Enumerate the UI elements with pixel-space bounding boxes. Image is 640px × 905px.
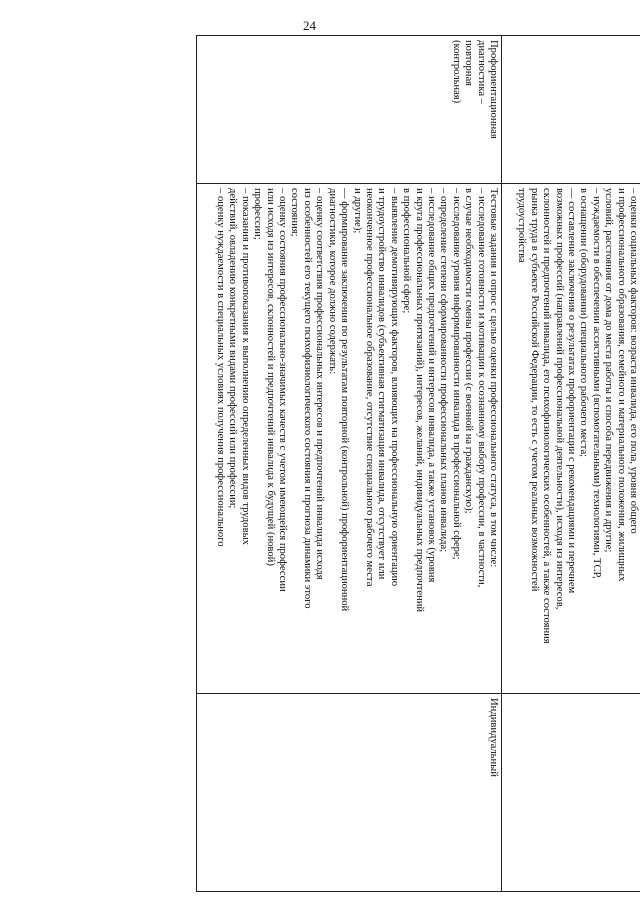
table-cell-format: Индивидуальный bbox=[197, 694, 502, 892]
text-line: склонностей и предпочтений инвалида, его психофизиологических особенностей, а также состояния bbox=[541, 188, 553, 644]
text-line: – выявление демотивирующих факторов, влияющих на профессиональную ориентацию bbox=[388, 188, 400, 587]
text-line: – исследование готовности и мотивации к осознанному выбору профессии, в частности, bbox=[475, 188, 487, 588]
text-line: и круга профессиональных притязаний), интересов, желаний, индивидуальных предпочтений bbox=[413, 188, 425, 613]
text-line: трудоустройства bbox=[516, 188, 528, 263]
text-line: действий, овладению конкретными видами профессий или профессии; bbox=[227, 188, 239, 509]
table-cell-service-content bbox=[197, 184, 502, 694]
text-line: – оценку нуждаемости в специальных условиях получения профессионального bbox=[215, 188, 227, 547]
page-number: 24 bbox=[303, 18, 316, 33]
text-line: рынка труда в субъекте Российской Федерации, то есть с учетом реальных возможностей bbox=[528, 188, 540, 592]
table-cell-service-name bbox=[502, 36, 640, 184]
text-line: в оснащении (оборудовании) специального рабочего места; bbox=[578, 188, 590, 458]
text-line: и другие); bbox=[351, 188, 363, 234]
text-line: – определение степени сформированности профессиональных планов инвалида; bbox=[438, 188, 450, 553]
text-line: – показания и противопоказания к выполнению определенных видов трудовых bbox=[239, 188, 251, 545]
text-line: – исследование общих предпочтений и интересов инвалида, а также установок (уровня bbox=[425, 188, 437, 583]
text-line: и профессионального образования, семейного и материального положения, жилищных bbox=[615, 188, 627, 582]
text-line: и трудоустройство инвалидов (субъективная стигматизация инвалида, отсутствует или bbox=[376, 188, 388, 580]
text-line: диагностика – bbox=[475, 40, 487, 104]
text-line: (контрольная) bbox=[450, 40, 462, 104]
text-line: – оценку состояния профессионально-значимых качеств с учетом имеющейся профессии bbox=[277, 188, 289, 592]
text-line: — формирование заключения по результатам повторной (контрольной) профориентационной bbox=[339, 188, 351, 612]
text-line: – исследование уровня информированности инвалида в профессиональной сфере; bbox=[450, 188, 462, 560]
table-row bbox=[197, 36, 502, 892]
text-line: из особенностей его текущего психофизиологического состояния и прогноза динамики этого bbox=[301, 188, 313, 609]
text-line: в случае необходимости смены профессии (с военной на гражданскую); bbox=[463, 188, 475, 514]
text-line: состояния; bbox=[289, 188, 301, 237]
text-line: – оценку соответствия профессиональных интересов и предпочтений инвалида исходя bbox=[314, 188, 326, 580]
text-line: профессии; bbox=[252, 188, 264, 240]
table-row bbox=[502, 36, 640, 892]
text-line: повторная bbox=[463, 40, 475, 87]
rehabilitation-table bbox=[196, 35, 640, 892]
text-line: – нуждаемости в обеспечении ассистивными (вспомогательными) технологиями, ТСР, bbox=[590, 188, 602, 579]
rotated-page-content bbox=[207, 35, 640, 891]
table-cell-format bbox=[502, 694, 640, 892]
text-line: Тестовые задания и опрос с целью оценки профессионального статуса, в том числе: bbox=[488, 188, 499, 568]
text-line: возможных профессий (направлений профессиональной деятельности), исходя из интересов, bbox=[553, 188, 565, 610]
text-line: – оценки социальных факторов: возраста инвалида, его пола, уровня общего bbox=[628, 188, 639, 534]
text-line: — составление заключения о результатах профориентации с рекомендациями и перечнем bbox=[565, 188, 577, 594]
text-line: неоконченное профессиональное образование, отсутствие специального рабочего места bbox=[363, 188, 375, 587]
table-cell-service-name bbox=[197, 36, 502, 184]
text-line: диагностики, которое должно содержать: bbox=[326, 188, 338, 375]
text-line: условий, расстояния от дома до места работы и способа передвижения и другие; bbox=[603, 188, 615, 553]
text-line: в профессиональной сфере; bbox=[401, 188, 413, 314]
text-line: Профориентационная bbox=[488, 40, 499, 139]
text-line: или исходя из интересов, склонностей и предпочтений инвалида к будущей (новой) bbox=[264, 188, 276, 566]
table-cell-service-content bbox=[502, 184, 640, 694]
